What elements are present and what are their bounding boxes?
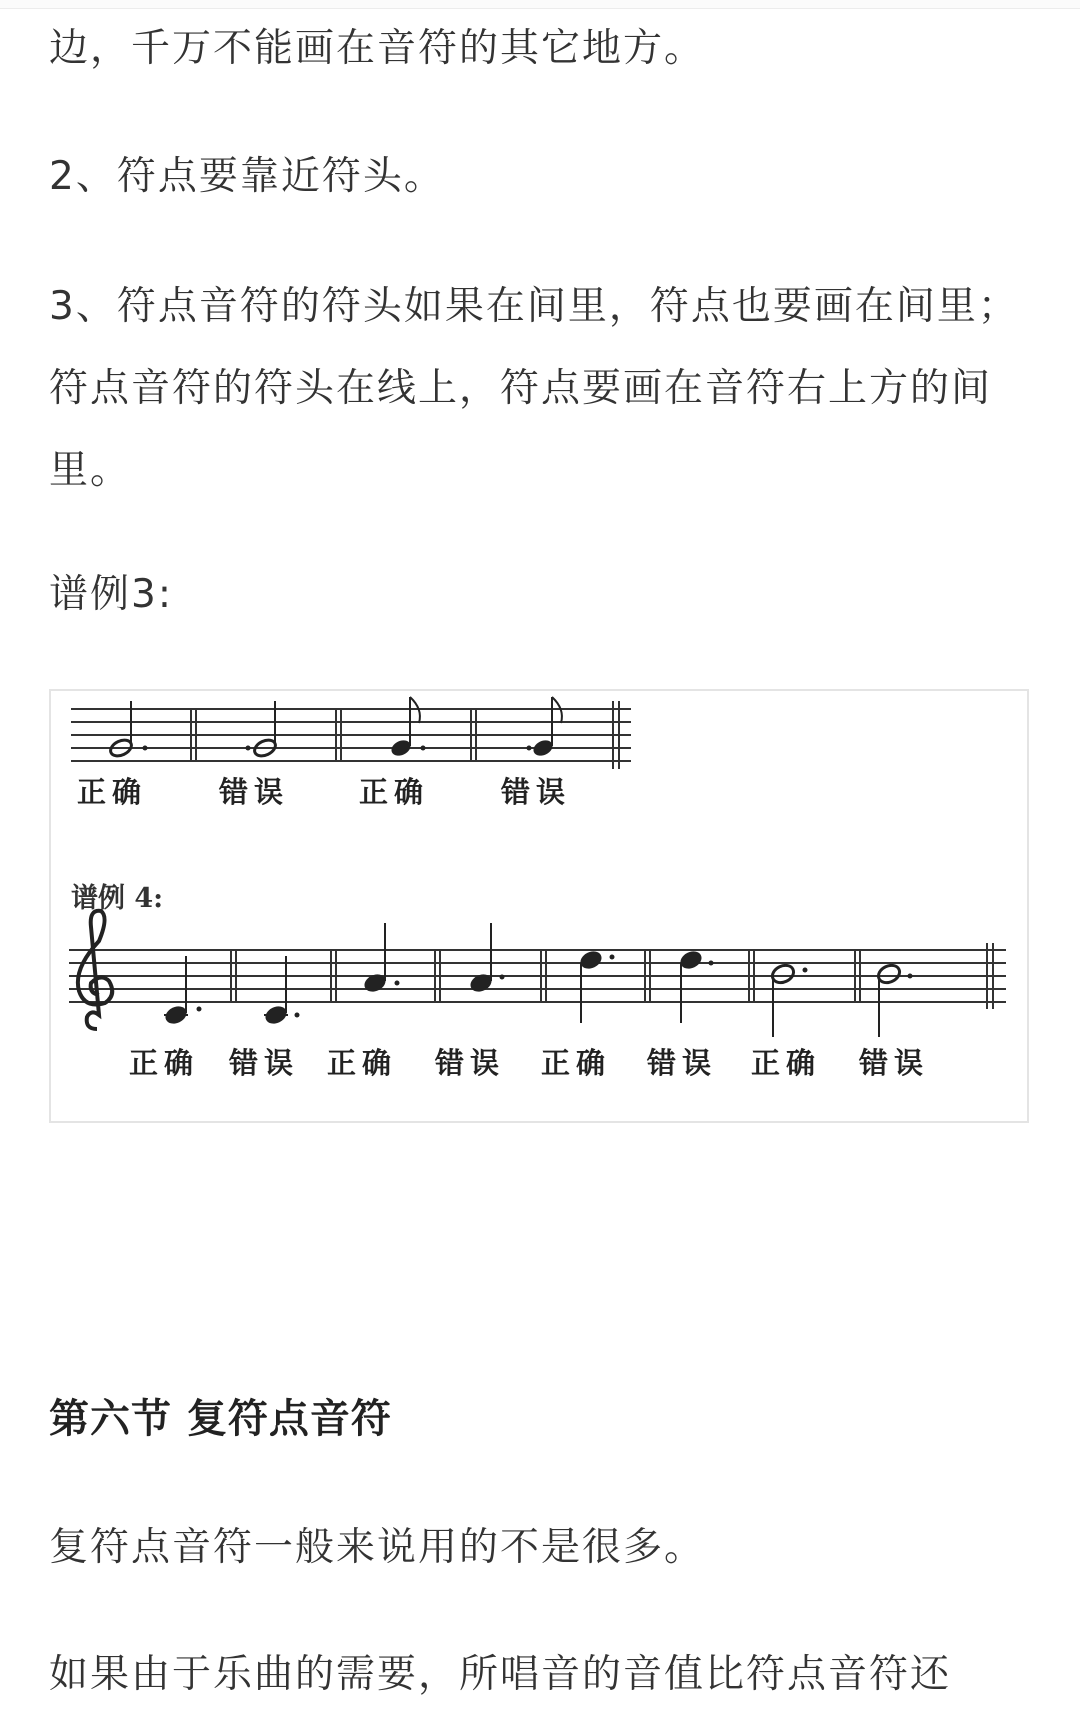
example-3-label: 谱例3:	[49, 572, 173, 617]
label-correct-1: 正确	[77, 775, 148, 809]
label-correct-b: 正确	[327, 1046, 398, 1080]
text-line-ending: 边，千万不能画在音符的其它地方。	[49, 26, 706, 71]
label-correct-d: 正确	[751, 1046, 822, 1080]
label-wrong-2: 错误	[501, 775, 572, 809]
staff-1	[71, 701, 631, 769]
example-4-label: 谱例 4:	[71, 883, 164, 914]
rule-3: 3、符点音符的符头如果在间里，符点也要画在间里；符点音符的符头在线上，符点要画在音符右上方的间里。	[49, 284, 1019, 493]
paragraph-2: 如果由于乐曲的需要，所唱音的音值比符点音符还	[49, 1652, 952, 1697]
label-correct-c: 正确	[541, 1046, 612, 1080]
treble-clef-icon	[78, 911, 112, 1029]
label-correct-2: 正确	[359, 775, 430, 809]
label-wrong-1: 错误	[219, 775, 290, 809]
rule-2: 2、符点要靠近符头。	[49, 154, 445, 199]
notation-svg	[51, 691, 1027, 1121]
label-wrong-b: 错误	[435, 1046, 506, 1080]
label-wrong-a: 错误	[229, 1046, 300, 1080]
staff-2	[69, 943, 1006, 1009]
paragraph-1: 复符点音符一般来说用的不是很多。	[49, 1525, 706, 1570]
notation-figure	[49, 689, 1029, 1123]
section-heading: 第六节 复符点音符	[49, 1396, 392, 1442]
label-wrong-d: 错误	[859, 1046, 930, 1080]
staff-2-notes	[163, 923, 913, 1037]
label-correct-a: 正确	[129, 1046, 200, 1080]
label-wrong-c: 错误	[647, 1046, 718, 1080]
